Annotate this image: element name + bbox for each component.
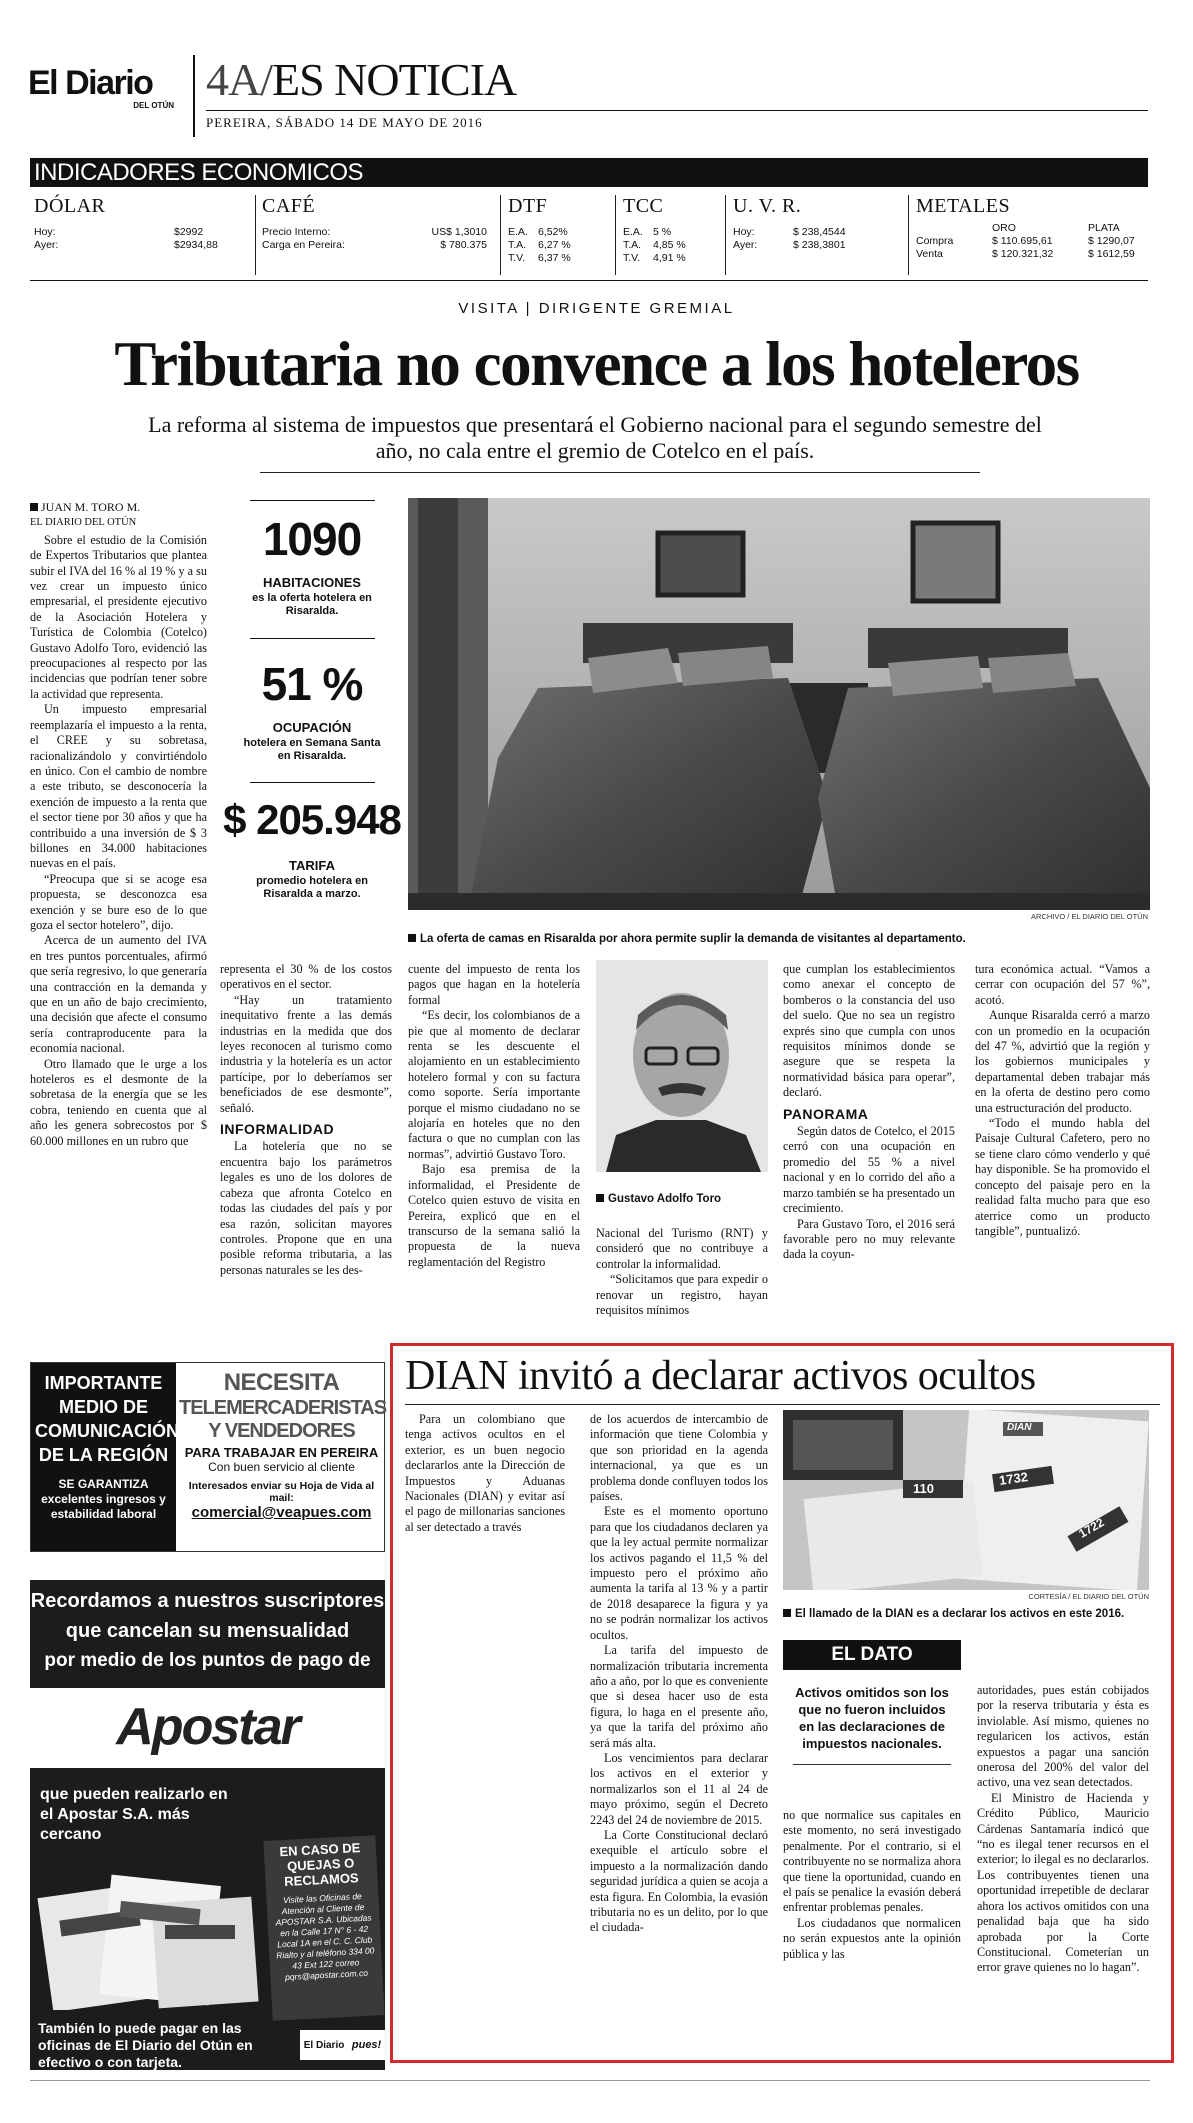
paragraph: Para Gustavo Toro, el 2016 será favorable pero no muy relevante dada la coyun- bbox=[783, 1216, 955, 1262]
job-ad-left bbox=[31, 1363, 179, 1551]
paragraph: El Ministro de Hacienda y Crédito Público, Mauricio Cárdenas Santamaría indicó que “no es ilegal tener recursos en el exterior; lo ilegal es no declararlos. Los contribuyentes tienen una oportunidad irrepetible de declarar ahora los activos omitidos con una penalidad baja que ha sido aprobada por la Corte Constitucional. Cometerían un error grave quienes no lo hagan”. bbox=[977, 1790, 1149, 1975]
dian-photo-credit: CORTESÍA / EL DIARIO DEL OTÚN bbox=[1028, 1592, 1149, 1601]
dtf-tv-value: 6,37 % bbox=[538, 252, 571, 264]
cafe-carga-label: Carga en Pereira: bbox=[262, 239, 345, 251]
tcc-tv-value: 4,91 % bbox=[653, 252, 686, 264]
job-ad-roles: TELEMERCADERISTAS Y VENDEDORES bbox=[179, 1397, 387, 1442]
hotel-room-photo bbox=[408, 498, 1150, 910]
oro-label: ORO bbox=[992, 222, 1016, 234]
paragraph: “Es decir, los colombianos de a pie que al momento de declarar renta se les descuente el alojamiento en un establecimiento hotelero formal y con su factura como soporte. Sería importante porque el mismo ciudadano no se alojaría en hoteles que no den factura o que no cumplan con las normas”, advirtió Gustavo Toro. bbox=[408, 1008, 580, 1161]
story-column-2 bbox=[220, 962, 392, 1278]
masthead-rule bbox=[206, 110, 1148, 111]
tcc-ta-label: T.A. bbox=[623, 239, 642, 251]
uvr-ayer-value: $ 238,3801 bbox=[793, 239, 846, 251]
story-column-3 bbox=[408, 962, 580, 1270]
dian-column-1 bbox=[405, 1412, 565, 1535]
sub-ad-footer: También lo puede pagar en las oficinas de El Diario del Otún en efectivo o con tarjeta. bbox=[38, 2020, 253, 2070]
job-ad-left-title: IMPORTANTE MEDIO DE COMUNICACIÓN DE LA REGIÓN bbox=[35, 1373, 179, 1465]
paragraph: Este es el momento oportuno para que los ciudadanos declaren ya que la ley actual permite normalizar los activos pagando el 11,5 % del impuesto pero el próximo año aumenta la tarifa al 13 % y a partir de 2018 desaparece la figura y ya no se podrán normalizar los activos ocultos. bbox=[590, 1504, 768, 1642]
paragraph: Un impuesto empresarial reemplazaría el impuesto a la renta, el CREE y su sobretasa, racionalizándolo y convirtiéndolo en único. Con el cambio de nombre a este tributo, se desconocería la exención de impuesto a la renta que el sector tiene por 30 años y que ha contribuido a una inversión de $ 3 billones en 34.000 habitaciones nuevas en el país. bbox=[30, 702, 207, 871]
stat-number: $ 205.948 bbox=[223, 796, 401, 843]
indicators-panel bbox=[30, 195, 1148, 281]
photo-caption bbox=[408, 933, 1150, 945]
deck-rule bbox=[260, 472, 980, 473]
paragraph: Otro llamado que le urge a los hoteleros es el desmonte de la sobretasa de la energía que se les cobra, teniendo en cuenta que al año les genera sobrecostos por $ 60.000 millones en un rubro que bbox=[30, 1056, 207, 1148]
dateline: PEREIRA, SÁBADO 14 DE MAYO DE 2016 bbox=[206, 115, 483, 130]
stat-number: 1090 bbox=[262, 513, 362, 565]
indicator-tcc bbox=[623, 195, 723, 265]
dtf-tv-label: T.V. bbox=[508, 252, 526, 264]
story-kicker: VISITA | DIRIGENTE GREMIAL bbox=[458, 300, 735, 317]
dtf-ta-value: 6,27 % bbox=[538, 239, 571, 251]
oro-compra: $ 110.695,61 bbox=[992, 235, 1053, 247]
cafe-interno-value: US$ 1,3010 bbox=[431, 226, 487, 238]
paragraph: Aunque Risaralda cerró a marzo con un promedio en la ocupación del 47 %, advirtió que la región y los gobiernos municipales y departamental deben trabajar más en la oferta de destino pero como una estructuración del producto. bbox=[975, 1008, 1150, 1115]
paragraph: Según datos de Cotelco, el 2015 cerró con una ocupación en promedio del 55 % a nivel nacional y en lo corrido del año a marzo también se ha presentado un crecimiento. bbox=[783, 1124, 955, 1216]
photo-credit: ARCHIVO / EL DIARIO DEL OTÚN bbox=[1031, 912, 1148, 921]
stat-sub: promedio hotelera en Risaralda a marzo. bbox=[256, 875, 368, 900]
dtf-ea-value: 6,52% bbox=[538, 226, 568, 238]
uvr-ayer-label: Ayer: bbox=[733, 239, 758, 251]
dian-photo-caption bbox=[783, 1608, 1149, 1620]
form-number-1722: 1722 bbox=[1076, 1515, 1107, 1541]
dian-photo-caption-text: El llamado de la DIAN es a declarar los activos en este 2016. bbox=[795, 1608, 1125, 1620]
dolar-hoy-value: $2992 bbox=[174, 226, 204, 238]
newspapers-illustration bbox=[35, 1860, 260, 2010]
dian-headline: DIAN invitó a declarar activos ocultos bbox=[405, 1353, 1036, 1399]
stats-sidebar bbox=[222, 500, 402, 920]
paragraph: “Preocupa que si se acoge esa propuesta, se desconozca esa exención y se bure eso de lo que goza el sector hotelero”, dijo. bbox=[30, 871, 207, 932]
stat-rule bbox=[250, 782, 375, 783]
logo-sub: DEL OTÚN bbox=[133, 101, 174, 110]
dian-form-logo: DIAN bbox=[1007, 1422, 1032, 1433]
indicator-divider bbox=[255, 195, 256, 275]
venta-label: Venta bbox=[916, 248, 943, 260]
dian-column-2 bbox=[590, 1412, 768, 1936]
sub-ad-line2: que cancelan su mensualidad bbox=[65, 1620, 350, 1642]
indicator-cafe-label: CAFÉ bbox=[262, 195, 316, 217]
plata-compra: $ 1290,07 bbox=[1088, 235, 1135, 247]
paragraph: que cumplan los establecimientos como anexar el concepto de bomberos o la constancia del uso del suelo. Que no sea un registro exprés sino que cumpla con unos requisitos mínimos donde se asegure que se respeta la normatividad básica para operar”, declaró. bbox=[783, 962, 955, 1100]
eldiario-logo: El Diario bbox=[303, 2039, 345, 2051]
paragraph: no que normalice sus capitales en este momento, no será investigado penalmente. Por el contrario, si el contribuyente no se normaliza ahora que tiene la oportunidad, cuando en el país se penalice la evasión deberá enfrentar problemas penales. bbox=[783, 1808, 961, 1915]
el-dato-text: Activos omitidos son los que no fueron incluidos en las declaraciones de impuestos nacionales. bbox=[795, 1685, 949, 1751]
dian-photo bbox=[783, 1410, 1149, 1590]
el-dato-rule bbox=[793, 1764, 951, 1765]
uvr-hoy-value: $ 238,4544 bbox=[793, 226, 846, 238]
indicator-tcc-label: TCC bbox=[623, 195, 664, 217]
tcc-ea-value: 5 % bbox=[653, 226, 672, 238]
logo bbox=[28, 65, 178, 110]
job-ad-send: Interesados enviar su Hoja de Vida al mail: bbox=[188, 1480, 375, 1504]
indicator-divider bbox=[908, 195, 909, 275]
masthead bbox=[28, 55, 1148, 140]
dtf-ea-label: E.A. bbox=[508, 226, 528, 238]
section-heading bbox=[206, 55, 516, 105]
plata-label: PLATA bbox=[1088, 222, 1120, 234]
tcc-ta-value: 4,85 % bbox=[653, 239, 686, 251]
paragraph: Bajo esa premisa de la informalidad, el Presidente de Cotelco quien estuvo de visita en Pereira, explicó que en el transcurso de la semana salió la propuesta de la nueva reglamentación del Registro bbox=[408, 1162, 580, 1269]
complaints-title: EN CASO DE QUEJAS O RECLAMOS bbox=[279, 1840, 361, 1890]
paragraph: “Solicitamos que para expedir o renovar un registro, hayan requisitos mínimos bbox=[596, 1272, 768, 1318]
subhead-panorama: PANORAMA bbox=[783, 1105, 869, 1122]
paragraph: cuente del impuesto de renta los pagos que hagan en la hotelería formal bbox=[408, 962, 580, 1007]
apostar-logo: Apostar bbox=[116, 1698, 299, 1756]
job-ad-service: Con buen servicio al cliente bbox=[208, 1460, 355, 1474]
indicators-title: INDICADORES ECONOMICOS bbox=[34, 159, 364, 186]
story-column-5 bbox=[783, 962, 955, 1263]
job-ad-right bbox=[179, 1363, 387, 1551]
bottom-rule bbox=[30, 2080, 1150, 2081]
story-column-6 bbox=[975, 962, 1150, 1239]
dolar-ayer-value: $2934,88 bbox=[174, 239, 218, 251]
indicators-bar bbox=[30, 158, 1148, 187]
portrait-caption-text: Gustavo Adolfo Toro bbox=[608, 1193, 722, 1205]
job-ad-purpose: PARA TRABAJAR EN PEREIRA bbox=[184, 1445, 379, 1460]
dian-column-4 bbox=[977, 1683, 1149, 1976]
indicator-metales-label: METALES bbox=[916, 195, 1011, 217]
stat-rule bbox=[250, 638, 375, 639]
indicator-cafe bbox=[262, 195, 487, 252]
job-ad-left-sub: SE GARANTIZA excelentes ingresos y estabilidad laboral bbox=[41, 1477, 166, 1521]
portrait-illustration bbox=[596, 960, 768, 1172]
paragraph: representa el 30 % de los costos operativos en el sector. bbox=[220, 962, 392, 992]
stat-label: TARIFA bbox=[289, 858, 335, 873]
cafe-interno-label: Precio Interno: bbox=[262, 226, 331, 238]
story-headline: Tributaria no convence a los hoteleros bbox=[114, 329, 1079, 399]
story-deck: La reforma al sistema de impuestos que presentará el Gobierno nacional para el segundo semestre del año, no cala entre el gremio de Cotelco en el país. bbox=[148, 412, 1042, 463]
masthead-divider bbox=[193, 55, 195, 137]
paragraph: tura económica actual. “Vamos a cerrar con ocupación del 57 %”, acotó. bbox=[975, 962, 1150, 1007]
indicator-dtf-label: DTF bbox=[508, 195, 548, 217]
portrait-photo bbox=[596, 960, 768, 1172]
stat-rule bbox=[250, 500, 375, 501]
byline-name: JUAN M. TORO M. bbox=[41, 500, 141, 514]
paragraph: Los ciudadanos que normalicen no serán expuestos ante la opinión pública y las bbox=[783, 1915, 961, 1961]
paragraph: autoridades, pues están cobijados por la reserva tributaria y ésta es inviolable. Así mismo, quienes no regularicen los activos, están expuestos a pagar una sanción onerosa del 200% del valor del activo, una vez sean detectados. bbox=[977, 1683, 1149, 1790]
uvr-hoy-label: Hoy: bbox=[733, 226, 755, 238]
el-dato-box bbox=[783, 1640, 961, 1805]
el-dato-title: EL DATO bbox=[783, 1640, 961, 1670]
indicator-dolar-label: DÓLAR bbox=[34, 195, 106, 217]
paragraph: “Hay un tratamiento inequitativo frente a las demás industrias en la medida que dos leyes reconocen al turismo como industria y la hotelería es un actor partícipe, por lo deberíamos ser beneficiados de ese desmonte”, señaló. bbox=[220, 992, 392, 1115]
newspaper-stack bbox=[35, 1860, 260, 2010]
dtf-ta-label: T.A. bbox=[508, 239, 527, 251]
paragraph: La Corte Constitucional declaró exequible el artículo sobre el impuesto a la normalización dando seguridad jurídica a quien se acoja a esta figura. En Colombia, la evasión tributaria no es un delito, por lo que el ciudada- bbox=[590, 1827, 768, 1935]
form-number-1732: 1732 bbox=[998, 1469, 1029, 1488]
logo-name: El Diario bbox=[28, 64, 153, 102]
stat-sub: hotelera en Semana Santa en Risaralda. bbox=[243, 737, 381, 762]
section-number: 4A/ bbox=[206, 54, 272, 105]
compra-label: Compra bbox=[916, 235, 954, 247]
dian-column-3 bbox=[783, 1808, 961, 1962]
indicator-dolar bbox=[34, 195, 254, 252]
paragraph: La hotelería que no se encuentra bajo los parámetros legales es uno de los dolores de cabeza que afronta Cotelco en todas las ciudades del país y por esa razón, solicitan mayores controles. Propone que en una posible reforma tributaria, a las personas naturales se les des- bbox=[220, 1139, 392, 1277]
hotel-room-illustration bbox=[408, 498, 1150, 910]
paragraph: Para un colombiano que tenga activos ocultos en el exterior, es un buen negocio declararlos ante la Dirección de Impuestos y Aduanas Nacionales (DIAN) y evitar así el pago de millonarias sanciones al ser detectado a través bbox=[405, 1412, 565, 1534]
plata-venta: $ 1612,59 bbox=[1088, 248, 1135, 260]
indicator-divider bbox=[500, 195, 501, 275]
photo-caption-text: La oferta de camas en Risaralda por ahora permite suplir la demanda de visitantes al departamento. bbox=[420, 933, 966, 945]
dolar-ayer-label: Ayer: bbox=[34, 239, 59, 251]
dolar-hoy-label: Hoy: bbox=[34, 226, 56, 238]
story-column-4 bbox=[596, 1226, 768, 1318]
job-ad bbox=[30, 1362, 385, 1552]
sub-ad-line1: Recordamos a nuestros suscriptores bbox=[30, 1590, 385, 1612]
form-number-110: 110 bbox=[913, 1481, 934, 1496]
dian-headline-rule bbox=[405, 1404, 1160, 1405]
sub-ad-line4: que pueden realizarlo en el Apostar S.A. más cercano bbox=[40, 1786, 228, 1843]
pues-logo: pues! bbox=[351, 2039, 382, 2051]
subscription-ad bbox=[30, 1580, 385, 2070]
stat-number: 51 % bbox=[261, 658, 363, 710]
complaints-box bbox=[263, 1835, 384, 2021]
paragraph: Los vencimientos para declarar los activos en el exterior y normalizarlos son el 11 al 24 de mayo próximo, según el Decreto 2243 del 24 de noviembre de 2015. bbox=[590, 1750, 768, 1827]
stat-label: HABITACIONES bbox=[263, 575, 361, 590]
story-column-1 bbox=[30, 500, 207, 1149]
portrait-caption bbox=[596, 1193, 768, 1205]
job-ad-need: NECESITA bbox=[223, 1369, 340, 1396]
stat-label: OCUPACIÓN bbox=[272, 720, 352, 735]
sub-ad-line3: por medio de los puntos de pago de bbox=[44, 1650, 371, 1671]
job-ad-email[interactable]: comercial@veapues.com bbox=[191, 1504, 372, 1521]
paragraph: “Todo el mundo habla del Paisaje Cultural Cafetero, pero no se tiene claro cómo venderlo y qué hay disponible. Se ha promovido el concepto del paisaje pero en la realidad falta mucho para que eso aterrice como un producto tangible”, puntualizó. bbox=[975, 1116, 1150, 1238]
paragraph: La tarifa del impuesto de normalización tributaria incrementa año a año, por lo que es conveniente que si desea hacer uso de esta figura, lo haga en el presente año, ya que la tarifa del próximo año será más alta. bbox=[590, 1643, 768, 1750]
paragraph: de los acuerdos de intercambio de información que tiene Colombia y que son prioridad en la agenda internacional, ya que es un problema donde confluyen todos los países. bbox=[590, 1412, 768, 1504]
indicator-uvr bbox=[733, 195, 893, 252]
subhead-informalidad: INFORMALIDAD bbox=[220, 1121, 335, 1138]
paragraph: Sobre el estudio de la Comisión de Expertos Tributarios que plantea subir el IVA del 16 % al 19 % y a su vez crear un impuesto único empresarial, el presidente ejecutivo de la Asociación Hotelera y Turística de Colombia (Cotelco) Gustavo Adolfo Toro, evidenció las preocupaciones al respecto por las incidencias que podrían tener sobre la actividad que representa. bbox=[30, 532, 207, 701]
byline-org: EL DIARIO DEL OTÚN bbox=[30, 517, 137, 529]
sub-ad-logos bbox=[300, 2030, 385, 2060]
indicator-metales bbox=[916, 195, 1148, 261]
oro-venta: $ 120.321,32 bbox=[992, 248, 1054, 260]
indicator-dtf bbox=[508, 195, 608, 265]
indicator-uvr-label: U. V. R. bbox=[733, 195, 802, 217]
byline bbox=[30, 500, 207, 515]
indicator-divider bbox=[615, 195, 616, 275]
indicator-divider bbox=[725, 195, 726, 275]
section-title: ES NOTICIA bbox=[272, 54, 517, 105]
tcc-tv-label: T.V. bbox=[623, 252, 641, 264]
tcc-ea-label: E.A. bbox=[623, 226, 643, 238]
paragraph: Nacional del Turismo (RNT) y consideró que no contribuye a controlar la informalidad. bbox=[596, 1226, 768, 1271]
stat-sub: es la oferta hotelera en Risaralda. bbox=[252, 592, 372, 617]
cafe-carga-value: $ 780.375 bbox=[440, 239, 487, 251]
paragraph: Acerca de un aumento del IVA en tres puntos porcentuales, afirmó que sería regresivo, lo que generaría una contracción en la demanda y que en un año de bajo crecimiento, una decisión que afecte el consumo sería contraproducente para la economía nacional. bbox=[30, 933, 207, 1056]
tax-forms-illustration bbox=[783, 1410, 1149, 1590]
complaints-body: Visite las Oficinas de Atención al Cliente de APOSTAR S.A. Ubicadas en la Calle 17 N° 6 - 42 Local 1A en el C. C. Club Rialto y al teléfono 334 00 43 Ext 122 correo pqrs@apostar.com.co bbox=[275, 1890, 375, 1983]
